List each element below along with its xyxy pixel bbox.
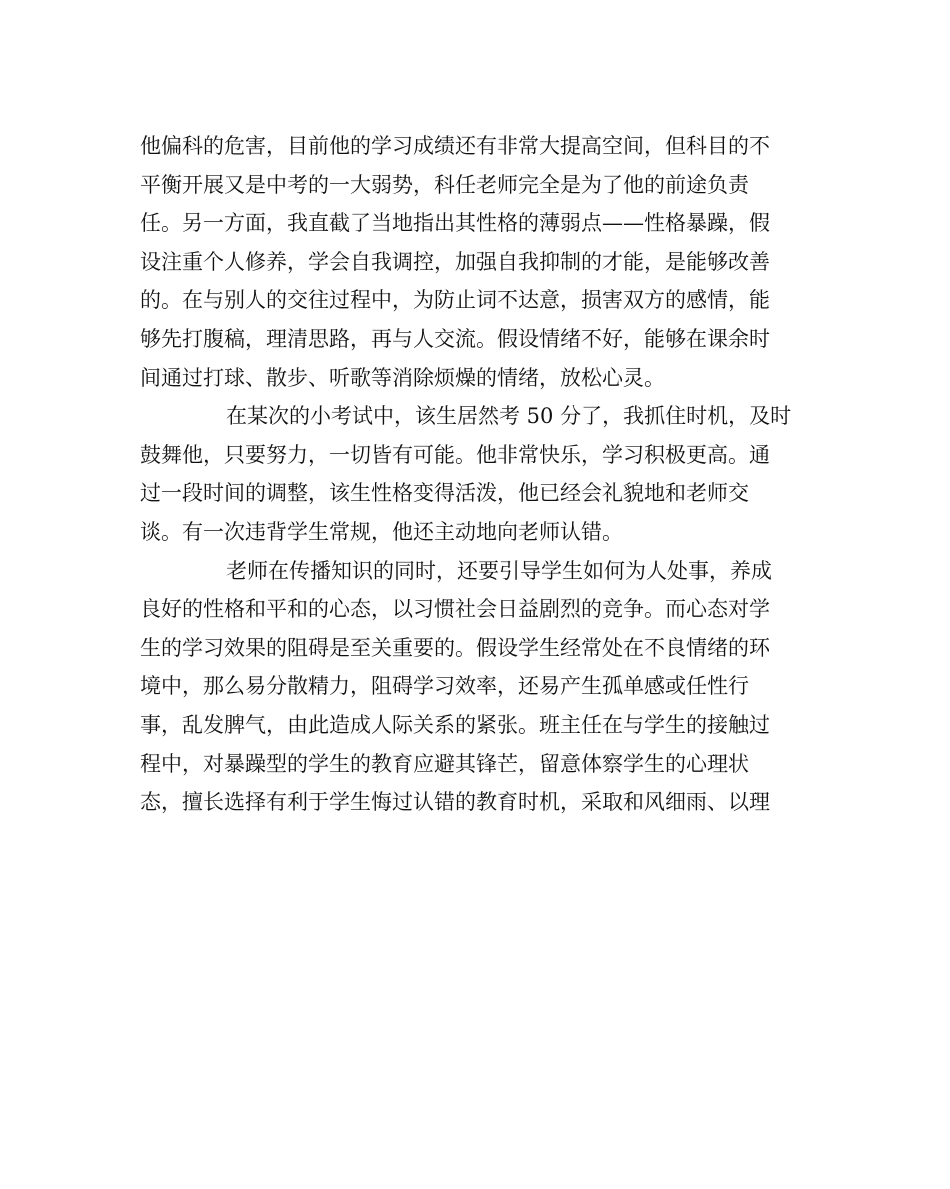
paragraph-first-line: 老师在传播知识的同时，还要引导学生如何为人处事，养成 <box>226 558 772 583</box>
text-line: 事，乱发脾气，由此造成人际关系的紧张。班主任在与学生的接触过 <box>140 712 770 737</box>
paragraph-first-line: 在某次的小考试中，该生居然考 50 分了，我抓住时机，及时 <box>226 404 792 429</box>
body-text <box>140 127 820 822</box>
text-line: 任。另一方面，我直截了当地指出其性格的薄弱点——性格暴躁，假 <box>140 211 770 236</box>
text-line: 良好的性格和平和的心态，以习惯社会日益剧烈的竞争。而心态对学 <box>140 597 770 622</box>
text-line: 设注重个人修养，学会自我调控，加强自我抑制的才能，是能够改善 <box>140 249 770 274</box>
text-line: 境中，那么易分散精力，阻碍学习效率，还易产生孤单感或任性行 <box>140 674 749 699</box>
text-line: 鼓舞他，只要努力，一切皆有可能。他非常快乐，学习积极更高。通 <box>140 442 770 467</box>
text-line: 间通过打球、散步、听歌等消除烦燥的情绪，放松心灵。 <box>140 365 665 390</box>
text-line: 够先打腹稿，理清思路，再与人交流。假设情绪不好，能够在课余时 <box>140 326 770 351</box>
text-line: 生的学习效果的阻碍是至关重要的。假设学生经常处在不良情绪的环 <box>140 635 770 660</box>
text-line: 程中，对暴躁型的学生的教育应避其锋芒，留意体察学生的心理状 <box>140 751 749 776</box>
text-line: 过一段时间的调整，该生性格变得活泼，他已经会礼貌地和老师交 <box>140 481 749 506</box>
text-line: 谈。有一次违背学生常规，他还主动地向老师认错。 <box>140 519 623 544</box>
text-line: 平衡开展又是中考的一大弱势，科任老师完全是为了他的前途负责 <box>140 172 749 197</box>
text-line: 他偏科的危害，目前他的学习成绩还有非常大提高空间，但科目的不 <box>140 134 770 158</box>
text-line: 态，擅长选择有利于学生悔过认错的教育时机，采取和风细雨、以理 <box>140 790 770 815</box>
text-line: 的。在与别人的交往过程中，为防止词不达意，损害双方的感情，能 <box>140 288 770 313</box>
